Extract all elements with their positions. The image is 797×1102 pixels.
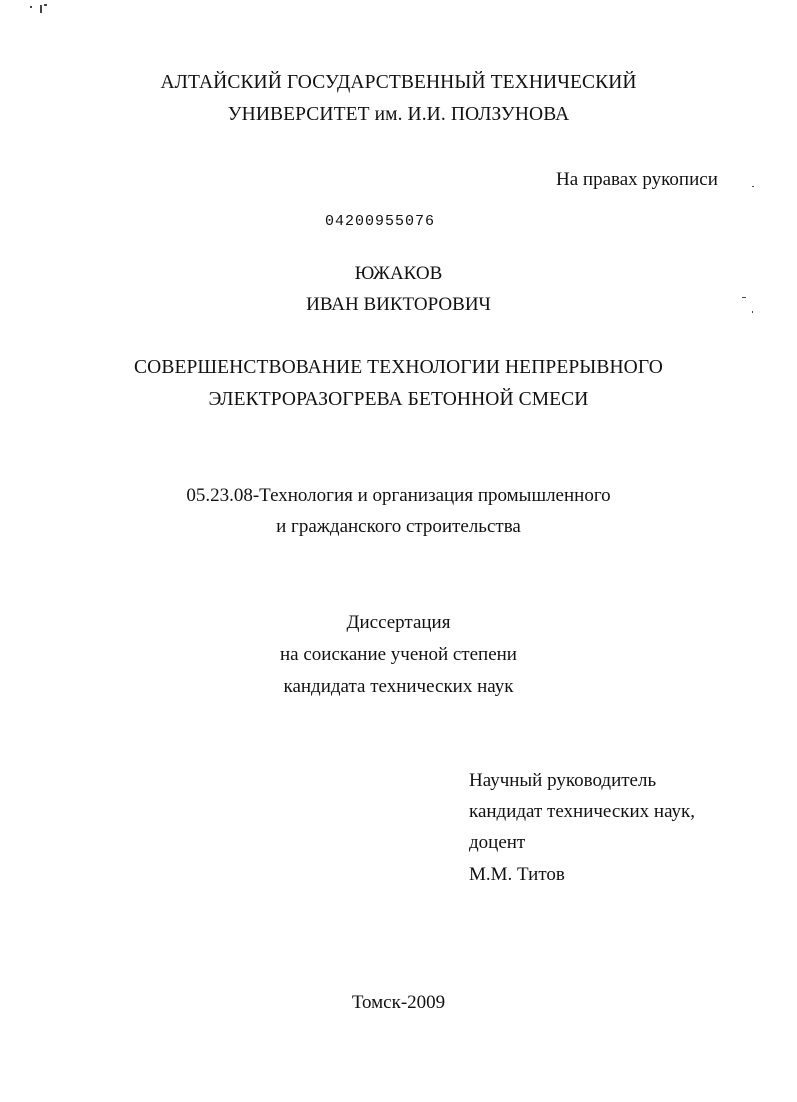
university-name-line-1: АЛТАЙСКИЙ ГОСУДАРСТВЕННЫЙ ТЕХНИЧЕСКИЙ <box>160 72 637 93</box>
specialty-line-1: 05.23.08-Технология и организация промышленного <box>186 485 611 506</box>
degree-line-2: на соискание ученой степени <box>280 644 517 665</box>
supervisor-name: М.М. Титов <box>469 864 565 885</box>
author-surname: ЮЖАКОВ <box>354 263 443 284</box>
university-name-line-2: УНИВЕРСИТЕТ им. И.И. ПОЛЗУНОВА <box>227 104 570 125</box>
scan-speck <box>752 186 754 187</box>
degree-line-1: Диссертация <box>346 612 451 633</box>
scan-speck <box>40 5 42 13</box>
thesis-title-line-1: СОВЕРШЕНСТВОВАНИЕ ТЕХНОЛОГИИ НЕПРЕРЫВНОГО <box>134 357 663 378</box>
place-year: Томск-2009 <box>351 992 446 1013</box>
supervisor-line-3: доцент <box>469 832 526 853</box>
rights-note: На правах рукописи <box>556 169 718 190</box>
scan-speck <box>44 4 47 6</box>
scan-speck <box>30 6 32 8</box>
supervisor-line-1: Научный руководитель <box>469 770 657 791</box>
catalog-number: 04200955076 <box>325 213 436 230</box>
thesis-title-line-2: ЭЛЕКТРОРАЗОГРЕВА БЕТОННОЙ СМЕСИ <box>208 389 589 410</box>
degree-line-3: кандидата технических наук <box>283 676 514 697</box>
supervisor-line-2: кандидат технических наук, <box>469 801 696 822</box>
author-given-names: ИВАН ВИКТОРОВИЧ <box>306 294 491 315</box>
specialty-line-2: и гражданского строительства <box>276 516 521 537</box>
